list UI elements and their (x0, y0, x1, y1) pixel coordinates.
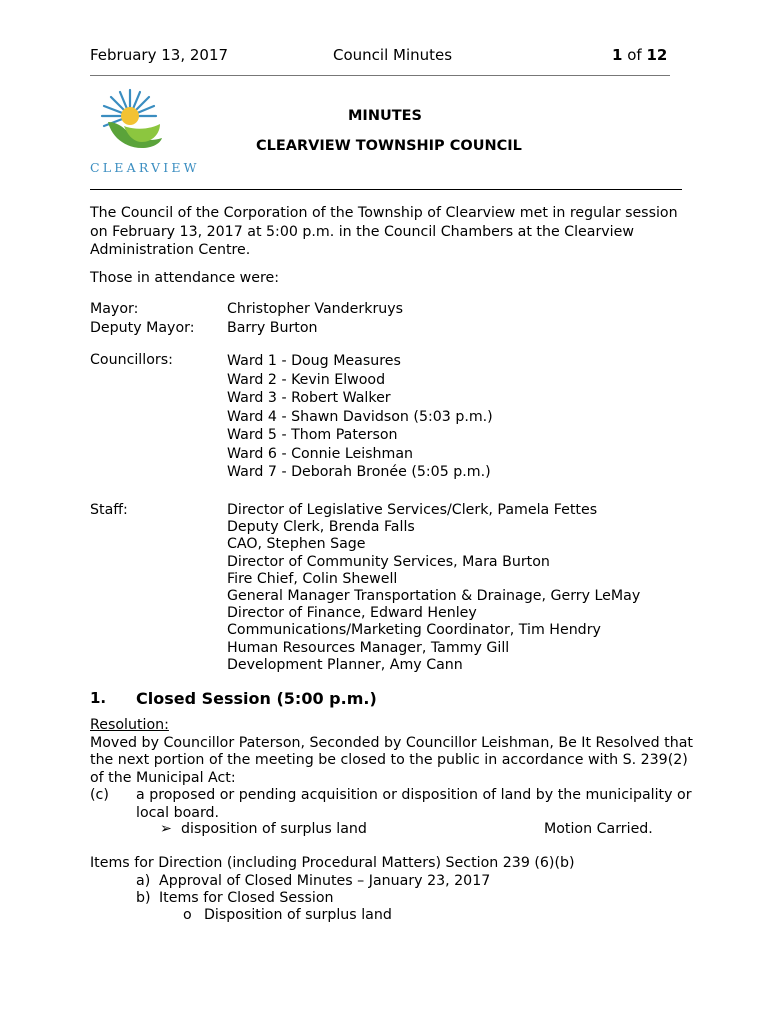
intro-line: The Council of the Corporation of the Township of Clearview met in regular session (90, 205, 678, 221)
clearview-logo-icon (90, 86, 170, 156)
council-name: CLEARVIEW TOWNSHIP COUNCIL (256, 138, 522, 154)
councillors-list (227, 352, 493, 482)
deputy-mayor-label: Deputy Mayor: (90, 319, 195, 336)
header-date: February 13, 2017 (90, 46, 229, 64)
staff-item: Human Resources Manager, Tammy Gill (227, 639, 510, 656)
doc-heading: MINUTES (348, 108, 422, 124)
clause-line: a proposed or pending acquisition or disposition of land by the municipality or (136, 787, 692, 803)
officials-names (227, 300, 403, 337)
intro-line: on February 13, 2017 at 5:00 p.m. in the Council Chambers at the Clearview (90, 223, 634, 240)
page-number (612, 46, 667, 64)
officials-labels (90, 300, 195, 337)
deputy-mayor-name: Barry Burton (227, 319, 318, 336)
section-title: Closed Session (5:00 p.m.) (136, 689, 377, 708)
page-total: 12 (646, 46, 668, 64)
staff-item: CAO, Stephen Sage (227, 536, 366, 553)
header-doc-title: Council Minutes (333, 46, 453, 64)
bullet-text: disposition of surplus land (181, 821, 367, 837)
mayor-label: Mayor: (90, 301, 139, 317)
staff-label: Staff: (90, 502, 128, 518)
sub-bullet-icon: o (183, 907, 192, 923)
staff-item: Development Planner, Amy Cann (227, 656, 463, 673)
staff-item: General Manager Transportation & Drainage, Gerry LeMay (227, 588, 641, 605)
clause-label: (c) (90, 787, 109, 803)
item-marker: a) (136, 873, 151, 889)
councillor-item: Ward 7 - Deborah Bronée (5:05 p.m.) (227, 464, 491, 480)
title-rule (90, 189, 682, 190)
councillor-item: Ward 1 - Doug Measures (227, 353, 401, 369)
page-current: 1 (612, 46, 623, 64)
staff-item: Deputy Clerk, Brenda Falls (227, 519, 415, 536)
clause-line: local board. (136, 804, 220, 821)
staff-item: Director of Finance, Edward Henley (227, 605, 477, 622)
councillor-item: Ward 2 - Kevin Elwood (227, 371, 386, 388)
councillor-item: Ward 3 - Robert Walker (227, 390, 391, 406)
councillor-item: Ward 4 - Shawn Davidson (5:03 p.m.) (227, 408, 493, 425)
intro-line: Administration Centre. (90, 242, 251, 258)
header-rule (90, 75, 670, 76)
logo-wordmark: CLEARVIEW (90, 160, 200, 175)
councillors-label: Councillors: (90, 352, 173, 368)
resolution-block (90, 717, 693, 787)
staff-item: Fire Chief, Colin Shewell (227, 570, 398, 587)
resolution-line: Moved by Councillor Paterson, Seconded by Councillor Leishman, Be It Resolved that (90, 734, 693, 751)
resolution-line: of the Municipal Act: (90, 769, 236, 786)
intro-paragraph (90, 204, 678, 260)
staff-item: Director of Community Services, Mara Burton (227, 553, 550, 570)
item-text: Items for Closed Session (159, 890, 334, 906)
sub-item-text: Disposition of surplus land (204, 907, 392, 923)
resolution-label: Resolution: (90, 717, 169, 733)
councillor-item: Ward 5 - Thom Paterson (227, 427, 398, 443)
section-number: 1. (90, 689, 107, 707)
staff-list (227, 502, 640, 674)
items-intro: Items for Direction (including Procedural Matters) Section 239 (6)(b) (90, 855, 575, 871)
clause-text (136, 787, 692, 822)
staff-item: Director of Legislative Services/Clerk, Pamela Fettes (227, 502, 598, 518)
bullet-arrow-icon: ➢ (160, 821, 172, 837)
item-marker: b) (136, 890, 151, 906)
councillor-item: Ward 6 - Connie Leishman (227, 445, 414, 462)
item-text: Approval of Closed Minutes – January 23, 2017 (159, 873, 491, 889)
page-of: of (627, 46, 642, 64)
mayor-name: Christopher Vanderkruys (227, 301, 404, 317)
staff-item: Communications/Marketing Coordinator, Tim Hendry (227, 622, 601, 639)
attendance-intro: Those in attendance were: (90, 270, 280, 286)
motion-result: Motion Carried. (544, 821, 653, 837)
resolution-line: the next portion of the meeting be closed to the public in accordance with S. 239(2) (90, 752, 688, 768)
